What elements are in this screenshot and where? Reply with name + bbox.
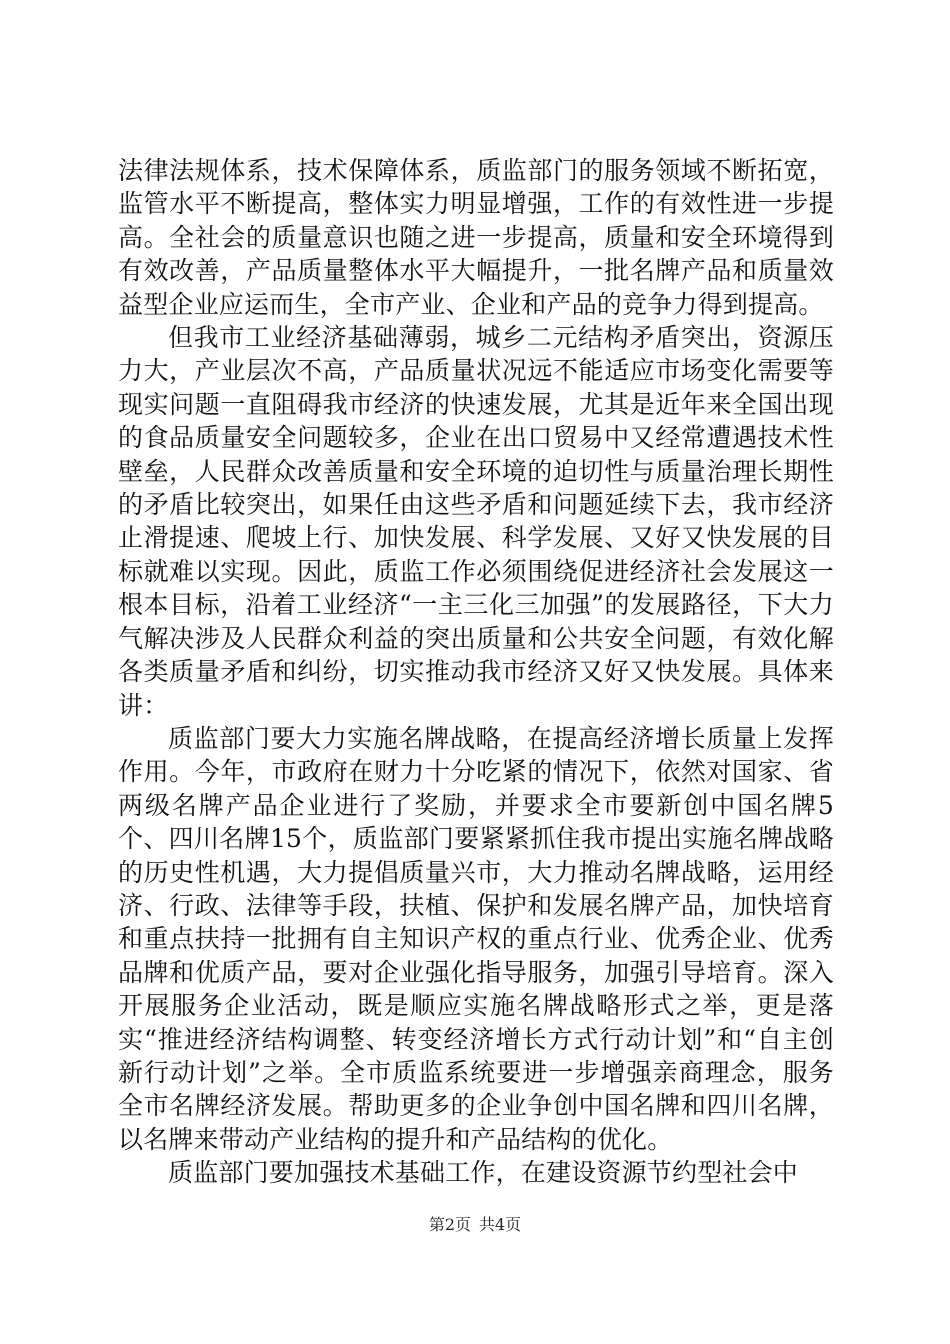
page-number: 第2页 xyxy=(428,1215,471,1234)
paragraph-3: 质监部门要大力实施名牌战略，在提高经济增长质量上发挥作用。今年，市政府在财力十分吃紧的情况下，依然对国家、省两级名牌产品企业进行了奖励，并要求全市要新创中国名牌5个、四川名牌15个，质监部门要紧紧抓住我市提出实施名牌战略的历史性机遇，大力提倡质量兴市，大力推动名牌战略，运用经济、行政、法律等手段，扶植、保护和发展名牌产品，加快培育和重点扶持一批拥有自主知识产权的重点行业、优秀企业、优秀品牌和优质产品，要对企业强化指导服务，加强引导培育。深入开展服务企业活动，既是顺应实施名牌战略形式之举，更是落实“推进经济结构调整、转变经济增长方式行动计划”和“自主创新行动计划”之举。全市质监系统要进一步增强亲商理念，服务全市名牌经济发展。帮助更多的企业争创中国名牌和四川名牌，以名牌来带动产业结构的提升和产品结构的优化。 xyxy=(118,723,834,1154)
paragraph-1: 法律法规体系，技术保障体系，质监部门的服务领域不断拓宽，监管水平不断提高，整体实力明显增强，工作的有效性进一步提高。全社会的质量意识也随之进一步提高，质量和安全环境得到有效改善，产品质量整体水平大幅提升，一批名牌产品和质量效益型企业应运而生，全市产业、企业和产品的竞争力得到提高。 xyxy=(118,156,834,319)
paragraph-4: 质监部门要加强技术基础工作，在建设资源节约型社会中 xyxy=(168,1158,799,1188)
page-footer xyxy=(0,1212,950,1235)
paragraph-2: 但我市工业经济基础薄弱，城乡二元结构矛盾突出，资源压力大，产业层次不高，产品质量状况远不能适应市场变化需要等现实问题一直阻碍我市经济的快速发展，尤其是近年来全国出现的食品质量安全问题较多，企业在出口贸易中又经常遭遇技术性壁垒，人民群众改善质量和安全环境的迫切性与质量治理长期性的矛盾比较突出，如果任由这些矛盾和问题延续下去，我市经济止滑提速、爬坡上行、加快发展、科学发展、又好又快发展的目标就难以实现。因此，质监工作必须围绕促进经济社会发展这一根本目标，沿着工业经济“一主三化三加强”的发展路径，下大力气解决涉及人民群众利益的突出质量和公共安全问题，有效化解各类质量矛盾和纠纷，切实推动我市经济又好又快发展。具体来讲： xyxy=(118,323,834,720)
document-body xyxy=(118,154,834,1190)
page-total: 共4页 xyxy=(479,1215,522,1234)
